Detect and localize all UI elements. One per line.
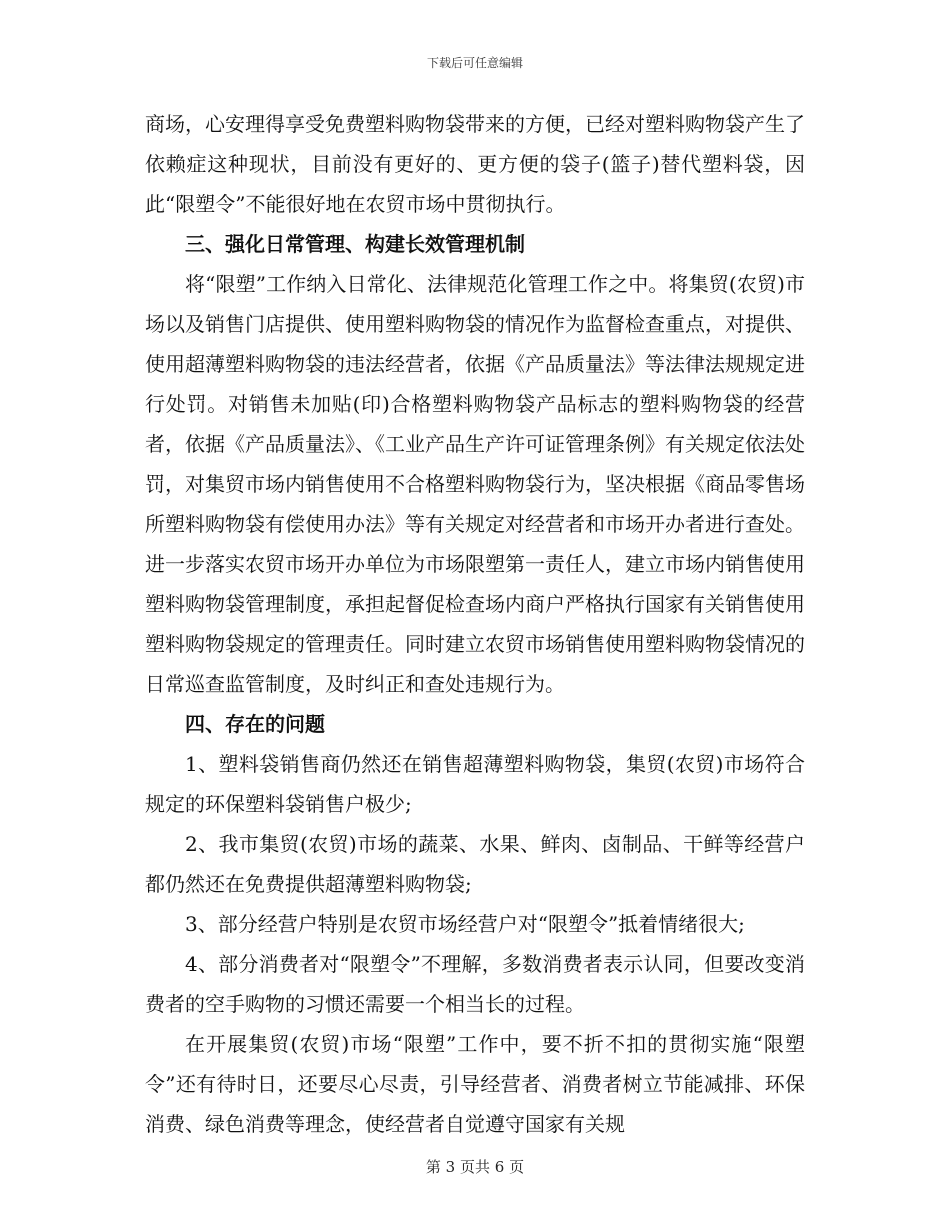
paragraph-section-3: 将“限塑”工作纳入日常化、法律规范化管理工作之中。将集贸(农贸)市场以及销售门店提供、使用塑料购物袋的情况作为监督检查重点，对提供、使用超薄塑料购物袋的违法经营者，依据《产品质量法》等法律法规规定进行处罚。对销售未加贴(印)合格塑料购物袋产品标志的塑料购物袋的经营者，依据《产品质量法》、《工业产品生产许可证管理条例》有关规定依法处罚，对集贸市场内销售使用不合格塑料购物袋行为，坚决根据《商品零售场所塑料购物袋有偿使用办法》等有关规定对经营者和市场开办者进行查处。进一步落实农贸市场开办单位为市场限塑第一责任人，建立市场内销售使用塑料购物袋管理制度，承担起督促检查场内商户严格执行国家有关销售使用塑料购物袋规定的管理责任。同时建立农贸市场销售使用塑料购物袋情况的日常巡查监管制度，及时纠正和查处违规行为。 <box>145 272 805 696</box>
paragraph-continuation: 商场，心安理得享受免费塑料购物袋带来的方便，已经对塑料购物袋产生了依赖症这种现状，目前没有更好的、更方便的袋子(篮子)替代塑料袋，因此“限塑令”不能很好地在农贸市场中贯彻执行。 <box>145 112 805 216</box>
page-number-footer: 第 3 页共 6 页 <box>425 1158 525 1176</box>
paragraph-conclusion: 在开展集贸(农贸)市场“限塑”工作中，要不折不扣的贯彻实施“限塑令”还有待时日，还要尽心尽责，引导经营者、消费者树立节能减排、环保消费、绿色消费等理念，使经营者自觉遵守国家有关规 <box>145 1032 805 1136</box>
issue-item-1: 1、塑料袋销售商仍然还在销售超薄塑料购物袋，集贸(农贸)市场符合规定的环保塑料袋销售户极少; <box>145 752 805 816</box>
issue-item-4: 4、部分消费者对“限塑令”不理解，多数消费者表示认同，但要改变消费者的空手购物的习惯还需要一个相当长的过程。 <box>145 952 805 1016</box>
document-body <box>145 104 805 1144</box>
issue-item-2: 2、我市集贸(农贸)市场的蔬菜、水果、鲜肉、卤制品、干鲜等经营户都仍然还在免费提供超薄塑料购物袋; <box>145 832 805 896</box>
section-heading-4: 四、存在的问题 <box>185 712 325 736</box>
issue-item-3: 3、部分经营户特别是农贸市场经营户对“限塑令”抵着情绪很大; <box>185 912 745 936</box>
page-header-note: 下载后可任意编辑 <box>426 56 523 70</box>
section-heading-3: 三、强化日常管理、构建长效管理机制 <box>185 232 525 256</box>
